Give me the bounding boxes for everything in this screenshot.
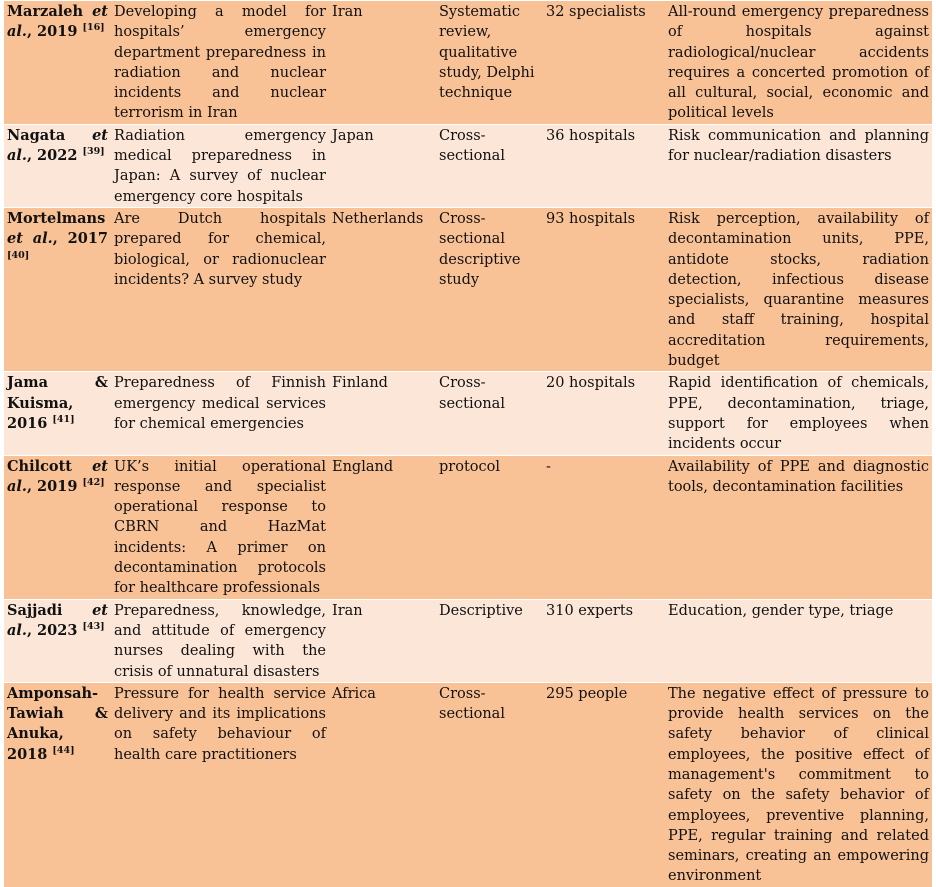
sample-cell: 32 specialists bbox=[543, 1, 665, 125]
design-cell: Cross-sectional descriptive study bbox=[436, 207, 543, 371]
design-cell: protocol bbox=[436, 455, 543, 599]
design-cell: Systematic review, qualitative study, Delphi technique bbox=[436, 1, 543, 125]
table-row bbox=[4, 372, 932, 455]
design-cell: Cross-sectional bbox=[436, 124, 543, 207]
table-row bbox=[4, 599, 932, 682]
findings-cell: Risk perception, availability of decontamination units, PPE, antidote stocks, radiation detection, infectious disease specialists, quarantine measures and staff training, hospital accreditation requirements, budget bbox=[665, 207, 932, 371]
reference-number: [42] bbox=[82, 477, 105, 488]
sample-cell: 93 hospitals bbox=[543, 207, 665, 371]
country-cell: Netherlands bbox=[329, 207, 436, 371]
sample-cell: 20 hospitals bbox=[543, 372, 665, 455]
country-cell: Africa bbox=[329, 682, 436, 886]
title-cell: Are Dutch hospitals prepared for chemical, biological, or radionuclear incidents? A survey study bbox=[111, 207, 329, 371]
reference-number: [16] bbox=[82, 22, 105, 34]
findings-cell: Availability of PPE and diagnostic tools, decontamination facilities bbox=[665, 455, 932, 599]
author-cell: Chilcott et al., 2019 [42] bbox=[4, 455, 111, 599]
sample-cell: 295 people bbox=[543, 682, 665, 886]
sample-cell: 310 experts bbox=[543, 599, 665, 682]
title-cell: Pressure for health service delivery and its implications on safety behaviour of health care practitioners bbox=[111, 682, 329, 886]
author-cell: Mortelmans et al., 2017 [40] bbox=[4, 207, 111, 371]
table-row bbox=[4, 207, 932, 371]
findings-cell: The negative effect of pressure to provide health services on the safety behavior of clinical employees, the positive effect of management's commitment to safety on the safety behavior of employees, preventive planning, PPE, regular training and related seminars, creating an empowering environment bbox=[665, 682, 932, 886]
author-cell: Amponsah-Tawiah & Anuka, 2018 [44] bbox=[4, 682, 111, 886]
country-cell: England bbox=[329, 455, 436, 599]
design-cell: Cross-sectional bbox=[436, 682, 543, 886]
table-row bbox=[4, 1, 932, 125]
reference-number: [43] bbox=[82, 621, 105, 633]
design-cell: Descriptive bbox=[436, 599, 543, 682]
studies-table bbox=[4, 0, 932, 887]
reference-number: [41] bbox=[52, 414, 75, 426]
title-cell: Preparedness of Finnish emergency medical services for chemical emergencies bbox=[111, 372, 329, 455]
reference-number: [40] bbox=[7, 249, 30, 261]
country-cell: Japan bbox=[329, 124, 436, 207]
title-cell: UK’s initial operational response and specialist operational response to CBRN and HazMat incidents: A primer on decontamination protocols for healthcare professionals bbox=[111, 455, 329, 599]
reference-number: [39] bbox=[82, 146, 105, 158]
author-cell: Sajjadi et al., 2023 [43] bbox=[4, 599, 111, 682]
sample-cell: - bbox=[543, 455, 665, 599]
findings-cell: Rapid identification of chemicals, PPE, decontamination, triage, support for employees when incidents occur bbox=[665, 372, 932, 455]
country-cell: Iran bbox=[329, 1, 436, 125]
country-cell: Iran bbox=[329, 599, 436, 682]
table-row bbox=[4, 124, 932, 207]
title-cell: Radiation emergency medical preparedness in Japan: A survey of nuclear emergency core hospitals bbox=[111, 124, 329, 207]
reference-number: [44] bbox=[52, 744, 75, 756]
title-cell: Preparedness, knowledge, and attitude of emergency nurses dealing with the crisis of unnatural disasters bbox=[111, 599, 329, 682]
author-cell: Jama & Kuisma, 2016 [41] bbox=[4, 372, 111, 455]
sample-cell: 36 hospitals bbox=[543, 124, 665, 207]
findings-cell: All-round emergency preparedness of hospitals against radiological/nuclear accidents requires a concerted promotion of all cultural, social, economic and political levels bbox=[665, 1, 932, 125]
title-cell: Developing a model for hospitals’ emergency department preparedness in radiation and nuclear incidents and nuclear terrorism in Iran bbox=[111, 1, 329, 125]
country-cell: Finland bbox=[329, 372, 436, 455]
author-cell: Marzaleh et al., 2019 [16] bbox=[4, 1, 111, 125]
table-row bbox=[4, 455, 932, 599]
table-row bbox=[4, 682, 932, 886]
findings-cell: Education, gender type, triage bbox=[665, 599, 932, 682]
findings-cell: Risk communication and planning for nuclear/radiation disasters bbox=[665, 124, 932, 207]
author-cell: Nagata et al., 2022 [39] bbox=[4, 124, 111, 207]
design-cell: Cross-sectional bbox=[436, 372, 543, 455]
